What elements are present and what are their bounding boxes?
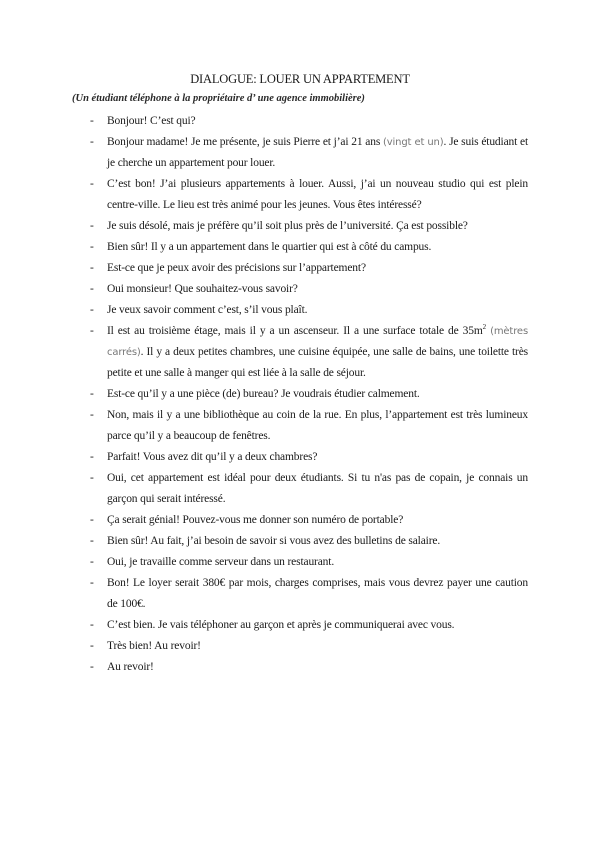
line-text: Est-ce que je peux avoir des précisions sur l’appartement? (107, 262, 366, 274)
dialogue-line (0, 447, 600, 468)
line-text: Je suis désolé, mais je préfère qu’il soit plus près de l’université. Ça est possible? (107, 220, 468, 232)
line-text: Bonjour madame! Je me présente, je suis Pierre et j’ai 21 ans (107, 136, 383, 148)
superscript-two: 2 (482, 323, 487, 332)
line-dash: - (90, 115, 94, 127)
line-dash: - (90, 220, 94, 232)
dialogue-line (0, 300, 600, 321)
dialogue-line (0, 552, 600, 573)
line-text: Bien sûr! Au fait, j’ai besoin de savoir si vous avez des bulletins de salaire. (107, 535, 441, 547)
document-subtitle: (Un étudiant téléphone à la propriétaire d’ une agence immobilière) (72, 93, 365, 104)
line-dash: - (90, 514, 94, 526)
line-text: Oui, cet appartement est idéal pour deux étudiants. Si tu n'as pas de copain, je connais un garçon qui serait intéressé. (107, 472, 528, 505)
line-dash: - (90, 535, 94, 547)
line-dash: - (90, 451, 94, 463)
dialogue-line (0, 321, 600, 384)
dialogue-line (0, 237, 600, 258)
line-text: Bon! Le loyer serait 380€ par mois, charges comprises, mais vous devrez payer une caution de 100€. (107, 577, 528, 610)
dialogue-list (0, 111, 600, 678)
line-dash: - (90, 178, 94, 190)
dialogue-line (0, 174, 600, 216)
line-text: C’est bon! J’ai plusieurs appartements à louer. Aussi, j’ai un nouveau studio qui est plein centre-ville. Le lieu est très animé pour les jeunes. Vous êtes intéressé? (107, 178, 528, 211)
line-dash: - (90, 619, 94, 631)
line-text: Au revoir! (107, 661, 154, 673)
line-dash: - (90, 325, 94, 337)
dialogue-line (0, 615, 600, 636)
line-dash: - (90, 409, 94, 421)
line-dash: - (90, 388, 94, 400)
dialogue-line (0, 636, 600, 657)
line-text: . Je suis étudiant et je cherche un appartement pour louer. (107, 136, 529, 169)
line-text: Ça serait génial! Pouvez-vous me donner son numéro de portable? (107, 514, 404, 526)
dialogue-line (0, 468, 600, 510)
line-text: Je veux savoir comment c’est, s’il vous plaît. (107, 304, 308, 316)
line-text: C’est bien. Je vais téléphoner au garçon et après je communiquerai avec vous. (107, 619, 455, 631)
line-aside: (mètres carrés) (107, 326, 528, 358)
dialogue-line (0, 111, 600, 132)
document-title: DIALOGUE: LOUER UN APPARTEMENT (190, 72, 410, 86)
line-text: Oui monsieur! Que souhaitez-vous savoir? (107, 283, 298, 295)
dialogue-line (0, 510, 600, 531)
line-dash: - (90, 577, 94, 589)
line-dash: - (90, 640, 94, 652)
line-text: Très bien! Au revoir! (107, 640, 201, 652)
dialogue-line (0, 258, 600, 279)
line-dash: - (90, 472, 94, 484)
dialogue-line (0, 279, 600, 300)
dialogue-line (0, 573, 600, 615)
dialogue-line (0, 531, 600, 552)
dialogue-line (0, 384, 600, 405)
line-text: . Il y a deux petites chambres, une cuisine équipée, une salle de bains, une toilette très petite et une salle à manger qui est liée à la salle de séjour. (107, 346, 528, 379)
line-text: Est-ce qu’il y a une pièce (de) bureau? Je voudrais étudier calmement. (107, 388, 420, 400)
dialogue-line (0, 132, 600, 174)
line-text: Il est au troisième étage, mais il y a un ascenseur. Il a une surface totale de 35m (107, 325, 483, 337)
line-text: Parfait! Vous avez dit qu’il y a deux chambres? (107, 451, 318, 463)
dialogue-line (0, 216, 600, 237)
line-dash: - (90, 136, 94, 148)
line-text: Bonjour! C’est qui? (107, 115, 196, 127)
line-text: Oui, je travaille comme serveur dans un restaurant. (107, 556, 335, 568)
dialogue-line (0, 405, 600, 447)
line-text: Non, mais il y a une bibliothèque au coin de la rue. En plus, l’appartement est très lumineux parce qu’il y a beaucoup de fenêtres. (107, 409, 528, 442)
line-aside: (vingt et un) (383, 137, 444, 148)
line-dash: - (90, 262, 94, 274)
line-dash: - (90, 661, 94, 673)
dialogue-line (0, 657, 600, 678)
line-dash: - (90, 304, 94, 316)
line-dash: - (90, 283, 94, 295)
line-dash: - (90, 556, 94, 568)
line-dash: - (90, 241, 94, 253)
line-text: Bien sûr! Il y a un appartement dans le quartier qui est à côté du campus. (107, 241, 432, 253)
